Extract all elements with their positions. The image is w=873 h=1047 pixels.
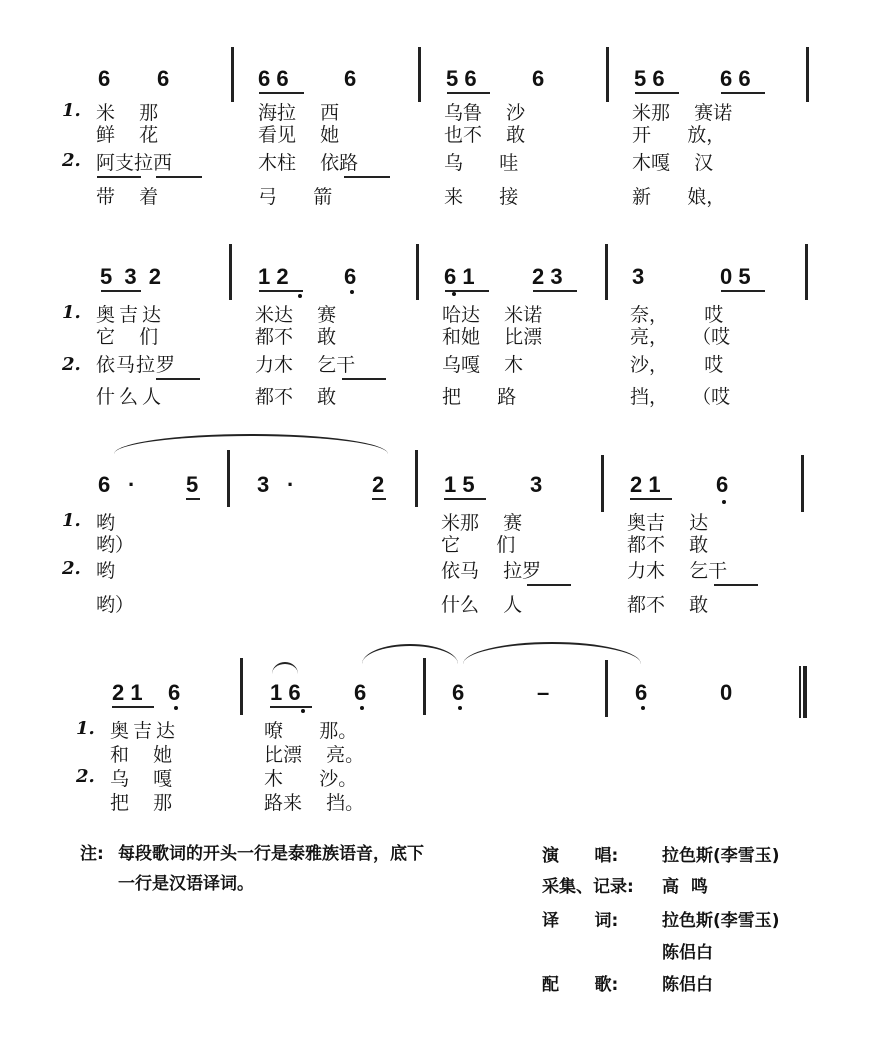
lyric: 哈达 米诺 <box>442 304 543 326</box>
lyric: 海拉 西 <box>258 102 340 124</box>
lyric: 力木 乞干 <box>255 354 356 376</box>
credit-name: 高 鸣 <box>662 877 708 897</box>
lyric: 亮， （哎 <box>630 326 731 348</box>
lyric: 米 那 <box>96 102 159 124</box>
note: 5 <box>186 472 199 497</box>
underline <box>344 176 390 178</box>
underline <box>444 498 486 500</box>
underline <box>372 498 386 500</box>
note: 3 <box>257 472 270 497</box>
note-group: 6 6 <box>720 66 751 91</box>
underline <box>101 290 141 292</box>
barline <box>423 658 426 715</box>
note-group: 5 3 2 <box>100 264 164 289</box>
note: 6 <box>716 472 729 497</box>
note: 6 <box>344 264 357 289</box>
lyric: 弓 箭 <box>258 186 333 208</box>
note-group: 6 1 <box>444 264 475 289</box>
lower-octave-dot <box>458 706 462 710</box>
lower-octave-dot <box>350 290 354 294</box>
credit-name: 陈侣白 <box>662 943 713 963</box>
lyric: 奥吉 达 <box>627 512 709 534</box>
lower-octave-dot <box>360 706 364 710</box>
underline <box>156 176 202 178</box>
footnote-line-2: 一行是汉语译词。 <box>118 874 254 894</box>
lyric: 乌 哇 <box>444 152 519 174</box>
lyric: 依马 拉罗 <box>441 560 542 582</box>
underline <box>630 498 672 500</box>
augmentation-dot: · <box>128 472 136 497</box>
underline <box>527 584 571 586</box>
note: 6 <box>452 680 465 705</box>
note: 6 <box>157 66 170 91</box>
lyric: 什么 人 <box>441 594 523 616</box>
credit-name: 陈侣白 <box>662 975 713 995</box>
barline <box>415 450 418 507</box>
verse-number: 2. <box>62 150 81 171</box>
final-barline-thick <box>803 666 807 718</box>
lyric: 把 那 <box>110 792 177 814</box>
lyric: 木 沙。 <box>264 768 358 790</box>
underline <box>156 378 200 380</box>
slur <box>463 642 641 664</box>
barline <box>605 244 608 300</box>
dash: – <box>537 680 550 705</box>
lower-octave-dot <box>641 706 645 710</box>
lyric: 沙， 哎 <box>630 354 724 376</box>
lyric: 都不 敢 <box>627 534 709 556</box>
barline <box>806 47 809 102</box>
note: 6 <box>532 66 545 91</box>
barline <box>801 455 804 512</box>
note-group: 2 3 <box>532 264 563 289</box>
barline <box>231 47 234 102</box>
note-group: 2 1 <box>630 472 661 497</box>
lyric: 木柱 依路 <box>258 152 359 174</box>
lyric: 开 放， <box>632 124 726 146</box>
lyric: 看见 她 <box>258 124 340 146</box>
underline <box>270 706 312 708</box>
note: 6 <box>168 680 181 705</box>
verse-number: 2. <box>76 766 95 787</box>
underline <box>97 176 141 178</box>
footnote-line-1: 每段歌词的开头一行是泰雅族语音，底下 <box>118 844 424 864</box>
verse-number: 2. <box>62 354 81 375</box>
credit-role: 配 歌: <box>542 975 619 995</box>
note-group: 2 1 <box>112 680 143 705</box>
lyric: 都不 敢 <box>255 326 337 348</box>
barline <box>601 455 604 512</box>
barline <box>229 244 232 300</box>
footnote-label: 注: <box>80 844 104 864</box>
underline <box>533 290 577 292</box>
verse-number: 1. <box>76 718 95 739</box>
lyric: 乌 嘎 <box>110 768 177 790</box>
underline <box>721 290 765 292</box>
lyric: 木嘎 汉 <box>632 152 714 174</box>
barline <box>805 244 808 300</box>
slur <box>362 644 458 664</box>
underline <box>635 92 679 94</box>
barline <box>240 658 243 715</box>
verse-number: 1. <box>62 100 81 121</box>
credit-role: 译 词: <box>542 911 619 931</box>
underline <box>447 92 490 94</box>
barline <box>605 660 608 717</box>
lyric: 奈， 哎 <box>630 304 724 326</box>
lyric: 奥吉达 <box>110 720 180 742</box>
underline <box>342 378 386 380</box>
lyric: 也不 敢 <box>444 124 526 146</box>
lyric: 和 她 <box>110 744 177 766</box>
lyric: 都不 敢 <box>255 386 337 408</box>
note: 6 <box>354 680 367 705</box>
verse-number: 1. <box>62 302 81 323</box>
lyric: 挡， （哎 <box>630 386 731 408</box>
lyric: 哟 <box>96 512 116 534</box>
credit-role: 演 唱: <box>542 846 619 866</box>
lower-octave-dot <box>722 500 726 504</box>
verse-number: 2. <box>62 558 81 579</box>
underline <box>112 706 154 708</box>
lyric: 把 路 <box>442 386 517 408</box>
barline <box>606 47 609 102</box>
lyric: 米达 赛 <box>255 304 337 326</box>
note-group: 1 6 <box>270 680 301 705</box>
credit-name: 拉色斯(李雪玉) <box>662 846 780 866</box>
underline <box>259 92 304 94</box>
augmentation-dot: · <box>287 472 295 497</box>
credit-role: 采集、记录: <box>542 877 634 897</box>
note: 6 <box>98 472 111 497</box>
underline <box>259 290 303 292</box>
lyric: 它 们 <box>96 326 163 348</box>
lower-octave-dot <box>452 292 456 296</box>
final-barline-thin <box>799 666 801 718</box>
underline <box>714 584 758 586</box>
barline <box>227 450 230 507</box>
credit-name: 拉色斯(李雪玉) <box>662 911 780 931</box>
verse-number: 1. <box>62 510 81 531</box>
lyric: 来 接 <box>444 186 519 208</box>
lyric: 嘹 那。 <box>264 720 358 742</box>
lyric: 乌鲁 沙 <box>444 102 526 124</box>
lyric: 乌嘎 木 <box>442 354 524 376</box>
lyric: 奥吉达 <box>96 304 166 326</box>
note: 6 <box>98 66 111 91</box>
lyric: 鲜 花 <box>96 124 159 146</box>
note-group: 1 2 <box>258 264 289 289</box>
note-group: 5 6 <box>634 66 665 91</box>
lyric: 新 娘， <box>632 186 726 208</box>
lyric: 什么人 <box>96 386 166 408</box>
lyric: 米那 赛 <box>441 512 523 534</box>
lyric: 它 们 <box>441 534 516 556</box>
note-group: 1 5 <box>444 472 475 497</box>
note: 3 <box>530 472 543 497</box>
note: 6 <box>635 680 648 705</box>
lyric: 哟 <box>96 560 116 582</box>
lyric: 阿支拉西 <box>96 152 173 174</box>
note-group: 0 5 <box>720 264 751 289</box>
lyric: 都不 敢 <box>627 594 709 616</box>
lyric: 带 着 <box>96 186 159 208</box>
lyric: 路来 挡。 <box>264 792 365 814</box>
lyric: 和她 比漂 <box>442 326 543 348</box>
lyric: 米那 赛诺 <box>632 102 733 124</box>
note: 2 <box>372 472 385 497</box>
barline <box>418 47 421 102</box>
underline <box>721 92 765 94</box>
lyric: 哟） <box>96 534 135 556</box>
lyric: 力木 乞干 <box>627 560 728 582</box>
lyric: 依马拉罗 <box>96 354 177 376</box>
lower-octave-dot <box>174 706 178 710</box>
lower-octave-dot <box>298 294 302 298</box>
note: 6 <box>344 66 357 91</box>
barline <box>416 244 419 300</box>
lyric: 哟） <box>96 594 135 616</box>
lyric: 比漂 亮。 <box>264 744 365 766</box>
rest: 0 <box>720 680 733 705</box>
slur <box>114 434 388 454</box>
note-group: 6 6 <box>258 66 289 91</box>
underline <box>186 498 200 500</box>
note-group: 5 6 <box>446 66 477 91</box>
slur <box>272 662 298 674</box>
lower-octave-dot <box>301 709 305 713</box>
note: 3 <box>632 264 645 289</box>
